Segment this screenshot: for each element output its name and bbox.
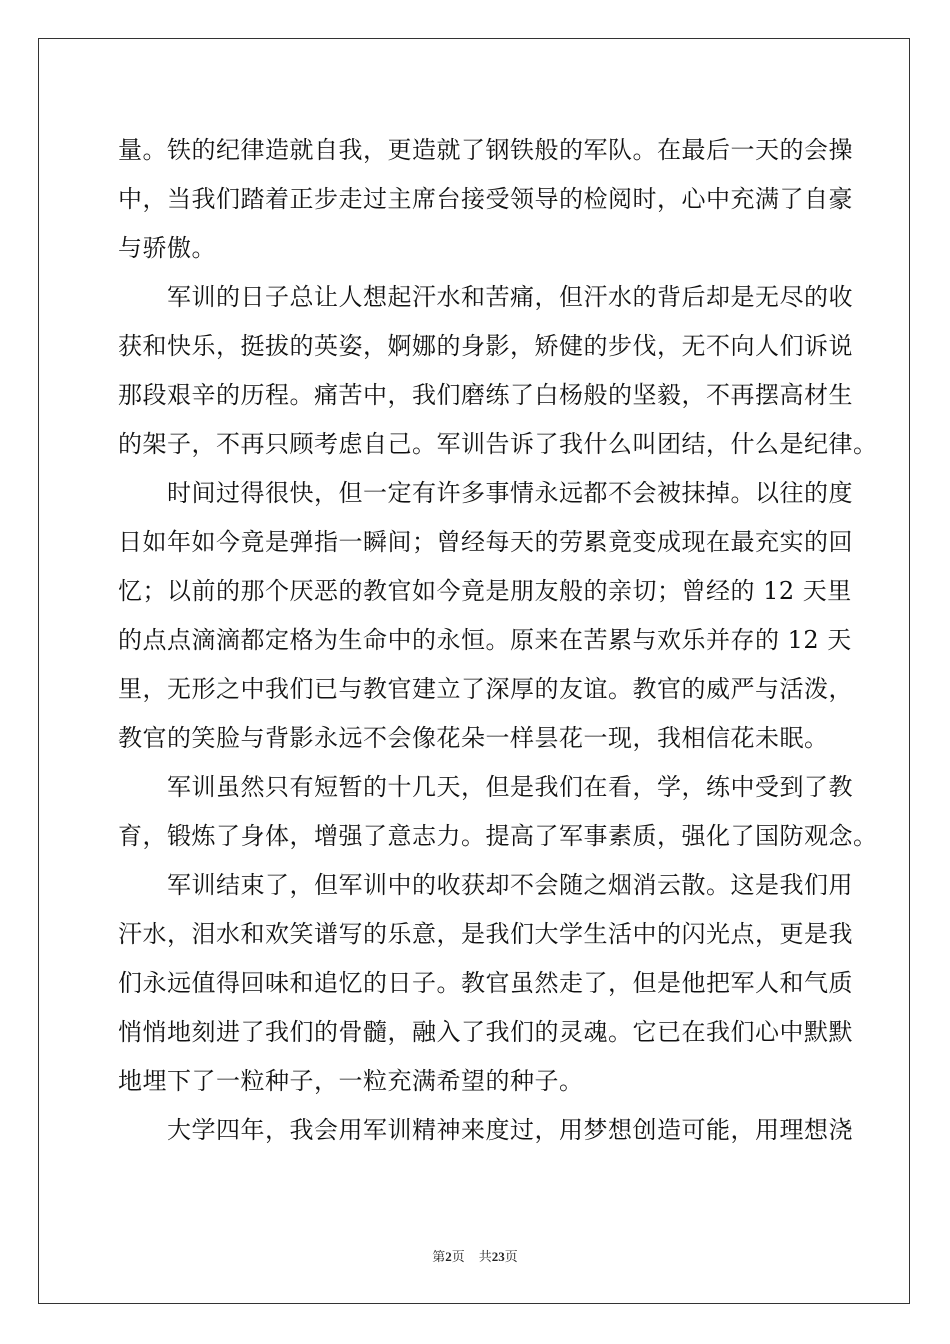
text-line: 里，无形之中我们已与教官建立了深厚的友谊。教官的威严与活泼， bbox=[118, 675, 853, 703]
text-line: 地埋下了一粒种子，一粒充满希望的种子。 bbox=[118, 1067, 584, 1095]
total-unit: 页 bbox=[504, 1250, 518, 1265]
page-footer bbox=[0, 1246, 950, 1265]
page-number: 2 bbox=[445, 1249, 452, 1264]
text-line: 军训的日子总让人想起汗水和苦痛，但汗水的背后却是无尽的收 bbox=[118, 283, 853, 311]
text-line: 育，锻炼了身体，增强了意志力。提高了军事素质，强化了国防观念。 bbox=[118, 822, 878, 850]
page-unit: 页 bbox=[451, 1250, 465, 1265]
text-line: 悄悄地刻进了我们的骨髓，融入了我们的灵魂。它已在我们心中默默 bbox=[118, 1018, 853, 1046]
text-line: 军训结束了，但军训中的收获却不会随之烟消云散。这是我们用 bbox=[118, 871, 853, 899]
total-prefix: 共 bbox=[478, 1250, 492, 1265]
text-line: 忆；以前的那个厌恶的教官如今竟是朋友般的亲切；曾经的 12 天里 bbox=[118, 577, 852, 605]
text-line: 军训虽然只有短暂的十几天，但是我们在看，学，练中受到了教 bbox=[118, 773, 853, 801]
text-line: 教官的笑脸与背影永远不会像花朵一样昙花一现，我相信花未眠。 bbox=[118, 724, 829, 752]
page-prefix: 第 bbox=[432, 1250, 446, 1265]
text-line: 的架子，不再只顾考虑自己。军训告诉了我什么叫团结，什么是纪律。 bbox=[118, 430, 878, 458]
text-line: 的点点滴滴都定格为生命中的永恒。原来在苦累与欢乐并存的 12 天 bbox=[118, 626, 852, 654]
text-line: 与骄傲。 bbox=[118, 234, 216, 262]
text-line: 那段艰辛的历程。痛苦中，我们磨练了白杨般的坚毅，不再摆高材生 bbox=[118, 381, 853, 409]
text-line: 们永远值得回味和追忆的日子。教官虽然走了，但是他把军人和气质 bbox=[118, 969, 853, 997]
text-line: 日如年如今竟是弹指一瞬间；曾经每天的劳累竟变成现在最充实的回 bbox=[118, 528, 853, 556]
text-line: 获和快乐，挺拔的英姿，婀娜的身影，矫健的步伐，无不向人们诉说 bbox=[118, 332, 853, 360]
text-line: 量。铁的纪律造就自我，更造就了钢铁般的军队。在最后一天的会操 bbox=[118, 136, 853, 164]
total-pages: 23 bbox=[491, 1249, 505, 1264]
body-text bbox=[118, 126, 878, 1155]
text-line: 大学四年，我会用军训精神来度过，用梦想创造可能，用理想浇 bbox=[118, 1116, 853, 1144]
text-line: 汗水，泪水和欢笑谱写的乐意，是我们大学生活中的闪光点，更是我 bbox=[118, 920, 853, 948]
text-line: 中，当我们踏着正步走过主席台接受领导的检阅时，心中充满了自豪 bbox=[118, 185, 853, 213]
text-line: 时间过得很快，但一定有许多事情永远都不会被抹掉。以往的度 bbox=[118, 479, 853, 507]
